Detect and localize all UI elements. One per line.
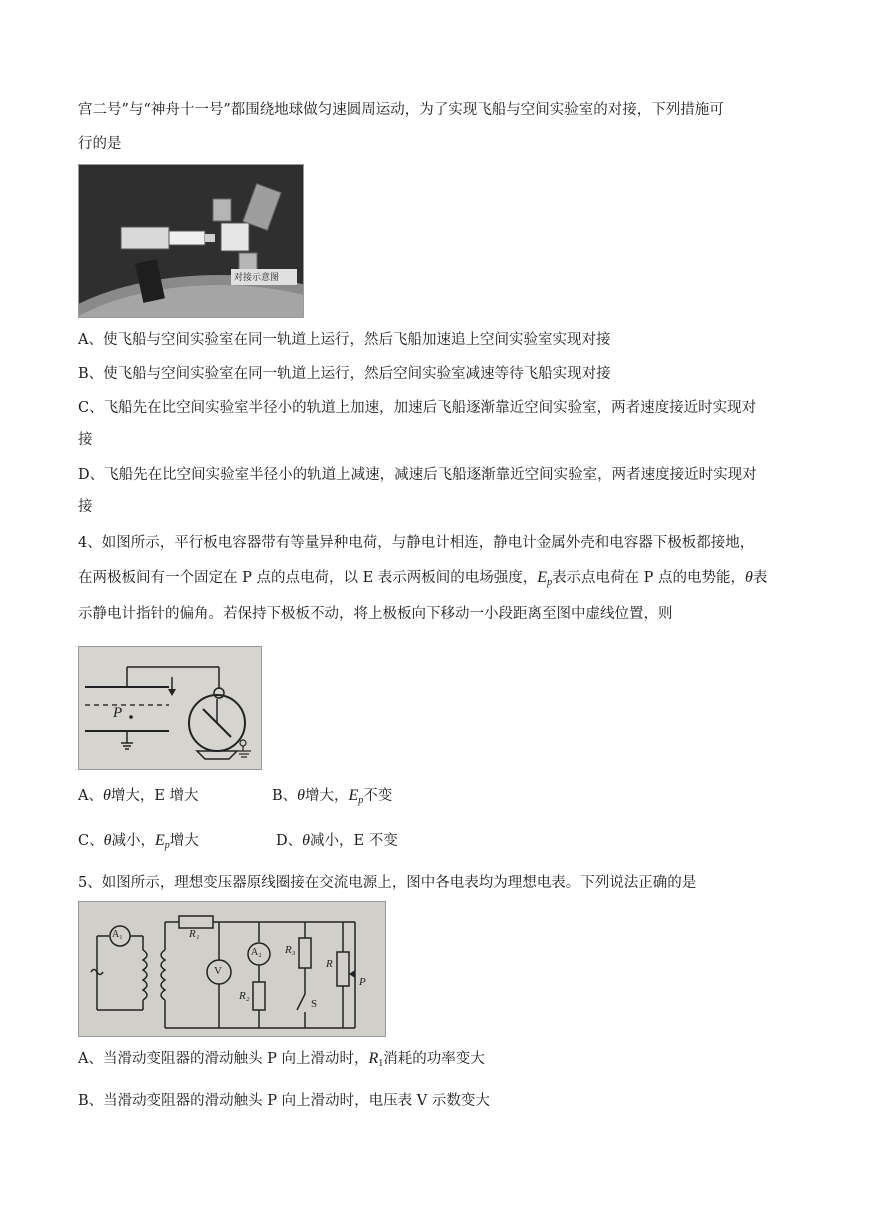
theta-symbol: θ [302,832,310,849]
q5-option-a-text: A、当滑动变阻器的滑动触头 P 向上滑动时， [78,1051,369,1067]
ep-symbol-sub: p [358,795,364,806]
capacitor-figure [78,646,262,770]
q3-option-c-line2: 接 [78,432,93,448]
transformer-figure [78,901,386,1037]
rheostat-r-label: R [326,958,333,970]
ep-symbol-E: E [154,832,165,849]
resistor-r1-label: R₁ [189,928,200,940]
q4-option-c-text: 减小， [111,833,155,849]
theta-symbol: θ [102,787,111,804]
ammeter-a1-label: A₁ [112,929,123,940]
ep-symbol [155,832,170,849]
q4-option-b-text: 增大， [305,788,349,804]
voltmeter-label: V [214,965,222,977]
ep-symbol-E: E [537,569,548,586]
docking-illustration [79,165,303,317]
q4-line3: 示静电计指针的偏角。若保持下极板不动，将上极板向下移动一小段距离至图中虚线位置，则 [78,606,673,622]
q3-stem-line1: 宫二号”与“神舟十一号”都围绕地球做匀速圆周运动，为了实现飞船与空间实验室的对接，下列措施可 [78,102,724,118]
q4-line2-part-c: 表 [752,570,768,586]
q4-option-d [276,831,398,851]
r1-symbol-R: R [368,1050,379,1067]
docking-figure [78,164,304,318]
q4-line2-part-a: 在两极板间有一个固定在 P 点的点电荷，以 E 表示两板间的电场强度， [78,570,538,586]
q5-option-a [78,1049,485,1074]
ep-symbol-sub: p [164,840,170,851]
q3-option-b: B、使飞船与空间实验室在同一轨道上运行，然后空间实验室减速等待飞船实现对接 [78,366,611,382]
q5-line1: 5、如图所示，理想变压器原线圈接在交流电源上，图中各电表均为理想电表。下列说法正确的是 [78,875,697,891]
q4-option-a-letter: A、 [78,788,103,804]
q4-option-a [78,786,272,806]
capacitor-diagram [79,647,261,769]
q4-line2 [78,568,767,593]
q5-option-a-tail: 消耗的功率变大 [383,1051,485,1067]
theta-symbol: θ [103,832,112,849]
q4-option-c [78,831,276,856]
ep-symbol-sub: p [547,577,553,588]
q4-options-row2 [78,831,398,856]
r1-symbol [368,1050,383,1067]
slider-p-label: P [359,976,366,988]
switch-s-label: S [311,998,318,1010]
resistor-r2-label: R₂ [239,990,250,1002]
q3-stem-line2: 行的是 [78,136,122,152]
q4-option-b-letter: B、 [272,788,298,804]
q4-option-c-letter: C、 [78,833,104,849]
point-p-label: P [113,705,123,721]
q3-option-d-line2: 接 [78,499,93,515]
ep-symbol-E: E [348,787,359,804]
theta-symbol: θ [297,787,306,804]
q4-option-d-letter: D、 [276,833,303,849]
r1-symbol-sub: 1 [378,1058,384,1069]
docking-caption: 对接示意图 [234,273,280,283]
q4-option-a-text: 增大，E 增大 [110,788,199,804]
q5-option-b: B、当滑动变阻器的滑动触头 P 向上滑动时，电压表 V 示数变大 [78,1093,490,1109]
ep-symbol [349,787,364,804]
q4-option-b-tail: 不变 [363,788,393,804]
q3-option-d-line1: D、飞船先在比空间实验室半径小的轨道上减速，减速后飞船逐渐靠近空间实验室，两者速度接近时实现对 [78,467,757,483]
q4-options-row1 [78,786,392,811]
ep-symbol [537,569,552,586]
resistor-r3-label: R₃ [285,944,296,956]
q4-option-c-tail: 增大 [169,833,199,849]
q4-option-d-text: 减小，E 不变 [310,833,398,849]
transformer-circuit [79,902,385,1036]
q4-line1: 4、如图所示，平行板电容器带有等量异种电荷，与静电计相连，静电计金属外壳和电容器下极板都接地， [78,535,755,551]
q3-option-a: A、使飞船与空间实验室在同一轨道上运行，然后飞船加速追上空间实验室实现对接 [78,332,611,348]
ammeter-a2-label: A₂ [251,947,262,958]
q4-option-b [272,786,392,811]
theta-symbol: θ [745,569,753,586]
q4-line2-part-b: 表示点电荷在 P 点的电势能， [552,570,746,586]
q3-option-c-line1: C、飞船先在比空间实验室半径小的轨道上加速，加速后飞船逐渐靠近空间实验室，两者速度接近时实现对 [78,400,757,416]
